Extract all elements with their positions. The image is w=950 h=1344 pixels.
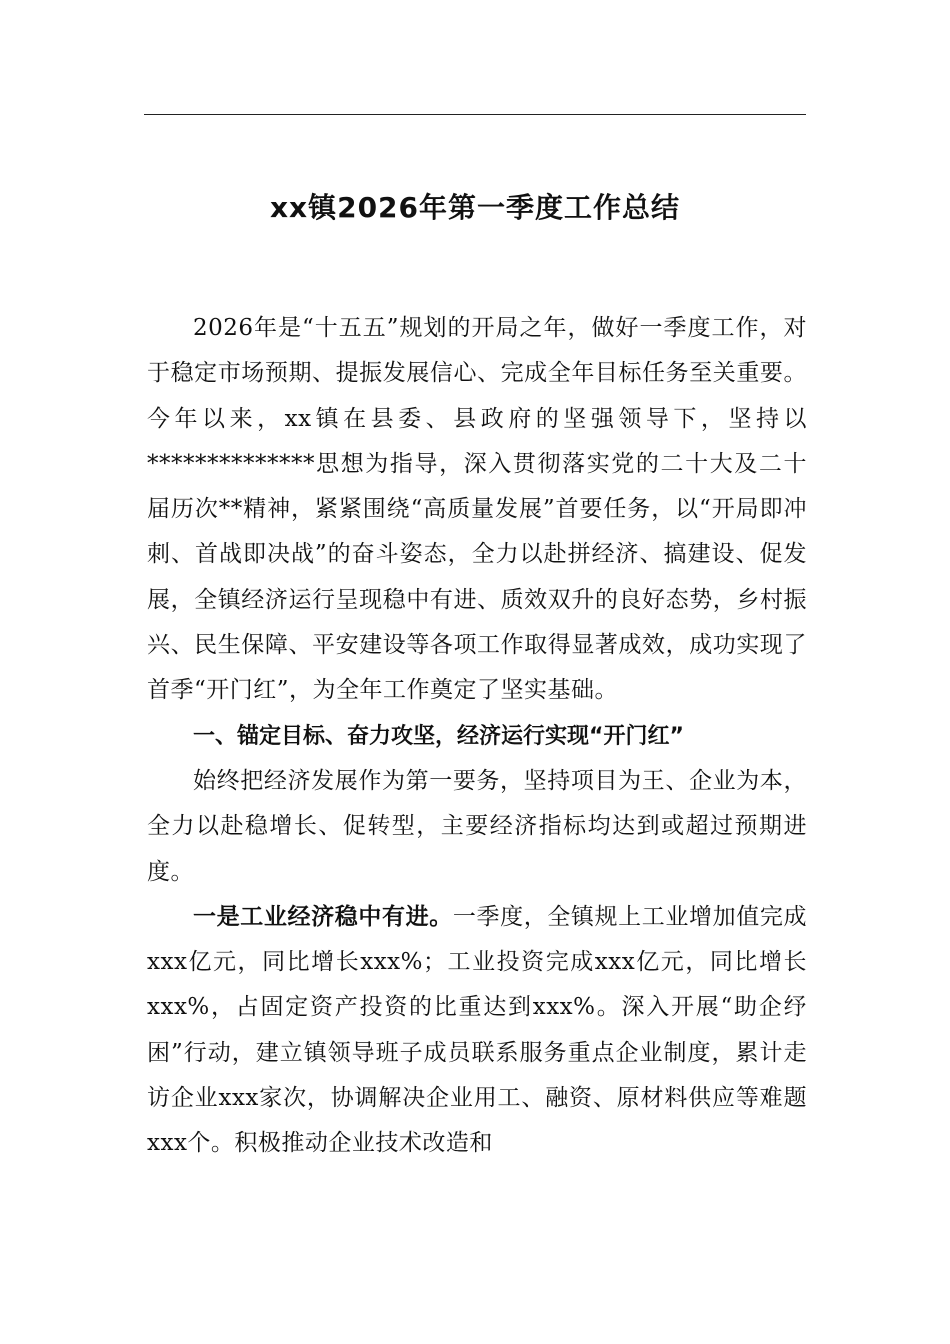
section-1-intro-paragraph: 始终把经济发展作为第一要务，坚持项目为王、企业为本，全力以赴稳增长、促转型，主要经济指标均达到或超过预期进度。 [147,767,807,885]
section-1-point-1-paragraph [147,895,807,1167]
section-1-heading: 一、锚定目标、奋力攻坚，经济运行实现“开门红” [193,723,684,749]
document-body [147,306,807,1167]
point-1-lead: 一是工业经济稳中有进。 [193,903,453,930]
document-title: xx镇2026年第一季度工作总结 [269,191,681,224]
point-1-text: 一季度，全镇规上工业增加值完成xxx亿元，同比增长xxx%；工业投资完成xxx亿元，同比增长xxx%，占固定资产投资的比重达到xxx%。深入开展“助企纾困”行动，建立镇领导班子成员联系服务重点企业制度，累计走访企业xxx家次，协调解决企业用工、融资、原材料供应等难题xxx个。积极推动企业技术改造和 [147,903,808,1157]
header-rule [144,114,806,115]
intro-paragraph: 2026年是“十五五”规划的开局之年，做好一季度工作，对于稳定市场预期、提振发展信心、完成全年目标任务至关重要。今年以来，xx镇在县委、县政府的坚强领导下，坚持以**************思想为指导，深入贯彻落实党的二十大及二十届历次**精神，紧紧围绕“高质量发展”首要任务，以“开局即冲刺、首战即决战”的奋斗姿态，全力以赴拼经济、搞建设、促发展，全镇经济运行呈现稳中有进、质效双升的良好态势，乡村振兴、民生保障、平安建设等各项工作取得显著成效，成功实现了首季“开门红”，为全年工作奠定了坚实基础。 [147,315,807,704]
